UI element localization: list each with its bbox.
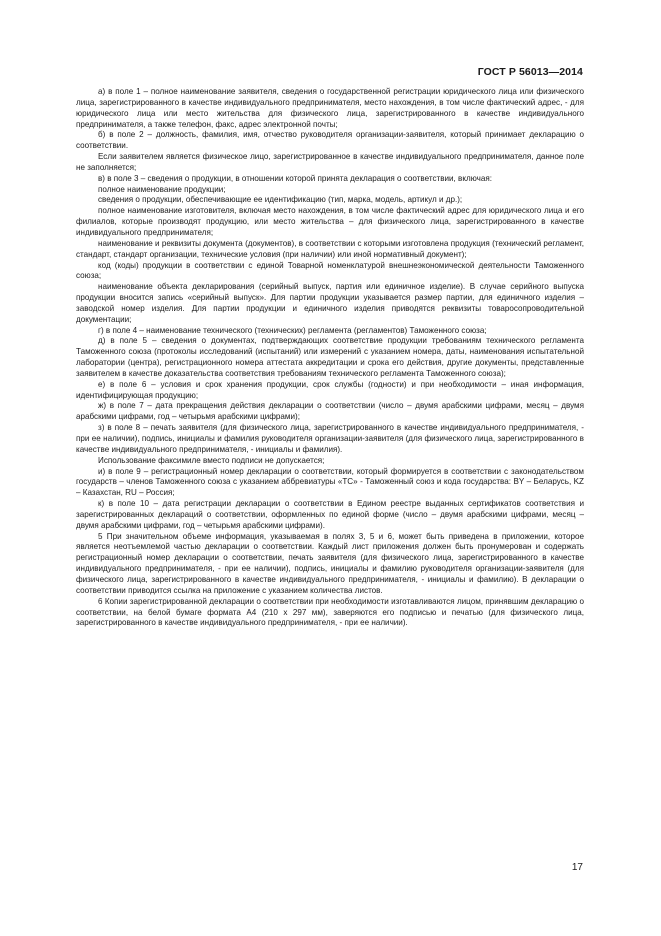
paragraph-field-10: к) в поле 10 – дата регистрации декларации о соответствии в Едином реестре выданных сертификатов соответствия и зарегистрированных деклараций о соответствии, оформленных по единой форме (число – двумя арабскими цифрами, месяц – двумя арабскими цифрами, год – четырьмя арабскими цифрами). <box>76 499 584 530</box>
paragraph-field-2: б) в поле 2 – должность, фамилия, имя, отчество руководителя организации-заявителя, который принимает декларацию о соответствии. <box>76 130 584 151</box>
paragraph-field-3-item: код (коды) продукции в соответствии с единой Товарной номенклатурой внешнеэкономической деятельности Таможенного союза; <box>76 260 584 281</box>
paragraph-field-1: а) в поле 1 – полное наименование заявителя, сведения о государственной регистрации юридического лица или физического лица, зарегистрированного в качестве индивидуального предпринимателя, место нахождения, в том числе фактический адрес, - для юридического лица или место жительства для физического лица, зарегистрированного в качестве индивидуального предпринимателя, а также телефон, факс, адрес электронной почты; <box>76 87 584 129</box>
page-number: 17 <box>571 862 583 873</box>
paragraph-field-9: и) в поле 9 – регистрационный номер декларации о соответствии, который формируется в соответствии с законодательством государств – членов Таможенного союза с указанием аббревиатуры «ТС» - Таможенный союз и кода государства: BY – Беларусь, KZ – Казахстан, RU – Россия; <box>76 466 584 498</box>
paragraph-clause-5: 5 При значительном объеме информация, указываемая в полях 3, 5 и 6, может быть приведена в приложении, которое является неотъемлемой частью декларации о соответствии. Каждый лист приложения должен быть пронумерован и содержать регистрационный номер декларации о соответствии, печать заявителя (для физического лица, зарегистрированного в качестве индивидуального предпринимателя, - при ее наличии), подпись, инициалы и фамилию руководителя организации-заявителя (для физического лица, зарегистрированного в качестве индивидуального предпринимателя, - инициалы и фамилию). В декларации о соответствии приводится ссылка на приложение с указанием количества листов. <box>76 531 584 595</box>
paragraph-field-6: е) в поле 6 – условия и срок хранения продукции, срок службы (годности) и при необходимости – иная информация, идентифицирующая продукцию; <box>76 379 584 400</box>
paragraph-field-3-item: полное наименование изготовителя, включая место нахождения, в том числе фактический адрес для юридического лица и его филиалов, которые производят продукцию, или место жительства – для физического лица, зарегистрированного в качестве индивидуального предпринимателя; <box>76 206 584 237</box>
paragraph-field-3-item: наименование и реквизиты документа (документов), в соответствии с которыми изготовлена продукция (технический регламент, стандарт, стандарт организации, технические условия (при наличии) или иной нормативный документ); <box>76 238 584 259</box>
paragraph-field-3-item: полное наименование продукции; <box>98 184 226 194</box>
document-body <box>76 87 584 629</box>
paragraph-field-3: в) в поле 3 – сведения о продукции, в отношении которой принята декларация о соответствии, включая: <box>98 173 492 183</box>
paragraph-field-3-item: сведения о продукции, обеспечивающие ее идентификацию (тип, марка, модель, артикул и др.); <box>98 195 463 205</box>
document-header-code: ГОСТ Р 56013—2014 <box>477 66 583 78</box>
paragraph-field-2-note: Если заявителем является физическое лицо, зарегистрированное в качестве индивидуального предпринимателя, данное поле не заполняется; <box>76 152 584 172</box>
paragraph-field-4: г) в поле 4 – наименование технического (технических) регламента (регламентов) Таможенного союза; <box>98 325 487 335</box>
paragraph-field-7: ж) в поле 7 – дата прекращения действия декларации о соответствии (число – двумя арабскими цифрами, месяц – двумя арабскими цифрами, год – четырьмя арабскими цифрами); <box>76 401 584 422</box>
paragraph-field-5: д) в поле 5 – сведения о документах, подтверждающих соответствие продукции требованиям технического регламента Таможенного союза (протоколы исследований (испытаний) или измерений с указанием номера, даты, наименования испытательной лаборатории (центра), регистрационного номера аттестата аккредитации и срока его действия, другие документы, представленные заявителем в качестве доказательства соответствия требованиям технического регламента Таможенного союза); <box>76 336 584 378</box>
paragraph-field-8-note: Использование факсимиле вместо подписи не допускается; <box>98 455 325 465</box>
paragraph-field-8: з) в поле 8 – печать заявителя (для физического лица, зарегистрированного в качестве индивидуального предпринимателя, - при ее наличии), подпись, инициалы и фамилия руководителя организации-заявителя (для физического лица, зарегистрированного в качестве индивидуального предпринимателя, - инициалы и фамилия). <box>76 423 584 454</box>
paragraph-clause-6: 6 Копии зарегистрированной декларации о соответствии при необходимости изготавливаются лицом, принявшим декларацию о соответствии, на белой бумаге формата А4 (210 x 297 мм), заверяются его подписью и печатью (для физического лица, зарегистрированного в качестве индивидуального предпринимателя, - при ее наличии). <box>76 596 584 628</box>
paragraph-field-3-item: наименование объекта декларирования (серийный выпуск, партия или единичное изделие). В случае серийного выпуска продукции вносится запись «серийный выпуск». Для партии продукции указывается размер партии, для единичного изделия – заводской номер изделия. Для партии продукции и единичного изделия приводятся реквизиты товаросопроводительной документации; <box>76 282 584 324</box>
